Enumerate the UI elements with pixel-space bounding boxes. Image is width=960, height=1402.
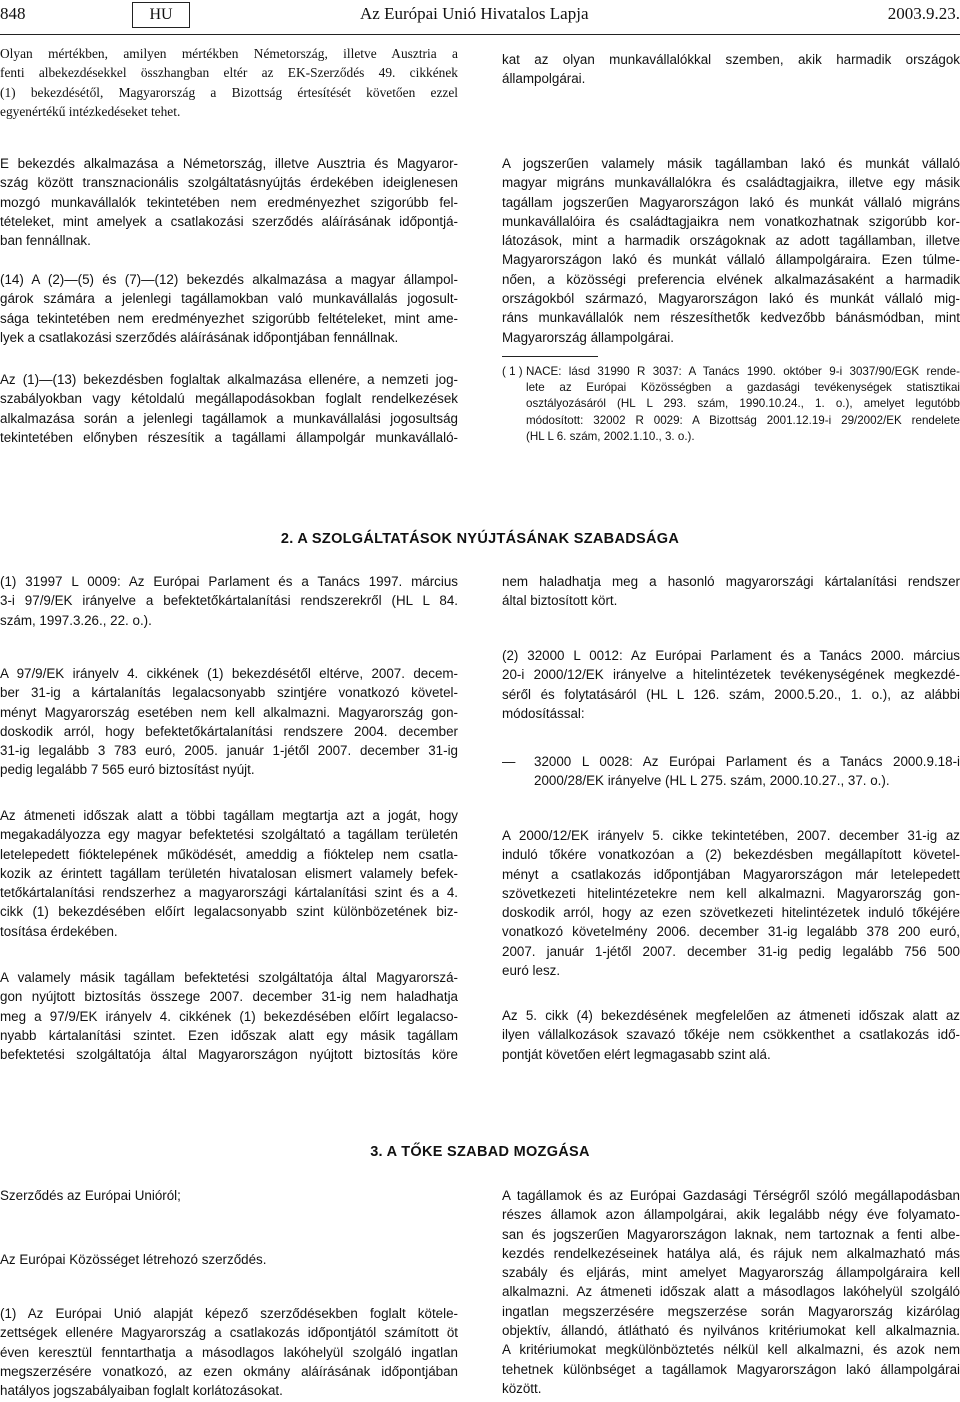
section-2-right-paragraph-4 <box>502 826 960 980</box>
section-2-left-paragraph-2 <box>0 664 458 780</box>
page-number: 848 <box>0 4 26 23</box>
left-paragraph-1 <box>0 154 458 250</box>
text-line: lyek a csatlakozási szerződés aláírásának időpontjában fennállnak. <box>0 329 399 345</box>
text-line: gon nyújtott biztosítás összege 2007. december 31-ig nem haladhatja <box>0 989 458 1005</box>
text-line: doskodik arról, hogy az ezen szövetkezeti hitelintézetek induló tőkéjére <box>502 905 960 921</box>
section-3-left-item-1 <box>0 1304 458 1400</box>
right-paragraph-1 <box>502 154 960 347</box>
section-3-left-line-1 <box>0 1186 458 1205</box>
text-line: doskodik arról, hogy befektetőkártalanítási rendszere 2004. december <box>0 723 458 739</box>
text-line: látozások, mint a harmadik országoknak az adott tagállamban, illetve <box>502 233 960 249</box>
text-line: állampolgárai. <box>502 71 586 87</box>
text-line: hatályos jogszabályaiban foglalt korlátozásokat. <box>0 1383 283 1399</box>
section-2-left-item-1 <box>0 572 458 630</box>
text-line: ményt a csatlakozás időpontjában Magyarországon már letelepedett <box>502 866 960 882</box>
text-line: szág között transznacionális szolgáltatásnyújtás érdekében ideiglenesen <box>0 175 458 191</box>
dash-bullet: — <box>502 754 516 769</box>
text-line: magyar migráns munkavállalókra és családtagjaikra, illetve egy másik <box>502 175 960 191</box>
text-line: Az átmeneti időszak alatt a többi tagállam megtartja azt a jogát, hogy <box>0 808 458 823</box>
text-line: szabályokban vagy kétoldalú megállapodásokban foglalt rendelkezések <box>0 391 458 407</box>
text-line: ráns munkavállalók nem részesíthetők kedvezőbb bánásmódban, mint <box>502 310 960 326</box>
text-line: induló tőkére vonatkozóan a (2) bekezdésben megállapított követel- <box>502 847 960 863</box>
text-line: (1) bekezdésétől, Magyarország a Bizottság értesítését követően ezzel <box>0 84 458 100</box>
text-line: részes államok azon állampolgárai, akik legalább négy éve folyamato- <box>502 1207 960 1223</box>
language-badge: HU <box>132 2 190 28</box>
text-line: kozik az érintett tagállam területén hivatalosan elismert valamely befek- <box>0 865 458 881</box>
text-line: Az (1)—(13) bekezdésben foglaltak alkalmazása ellenére, a nemzeti jog- <box>0 372 458 387</box>
text-line: tetőkártalanítási rendszerhez a magyarországi kártalanítási szint és a 4. <box>0 885 458 901</box>
text-line: 32000 L 0028: Az Európai Parlament és a Tanács 2000.9.18-i <box>534 754 960 769</box>
text-line: (HL L 6. szám, 2002.1.10., 3. o.). <box>526 429 695 443</box>
text-line: 20-i 2000/12/EK irányelve a hitelintézetek tevékenységének megkezdé- <box>502 667 960 683</box>
text-line: Szerződés az Európai Unióról; <box>0 1188 181 1203</box>
text-line: módosítással: <box>502 705 585 721</box>
text-line: tagállam jogszerűen Magyarországon lakó és munkát vállaló migráns <box>502 194 960 210</box>
text-line: tehetnek különbséget a tagállamok Magyarországon lakó állampolgárai <box>502 1361 960 1377</box>
section-2-right-paragraph-5 <box>502 1006 960 1064</box>
text-line: nem haladhatja meg a hasonló magyarországi kártalanítási rendszer <box>502 574 960 589</box>
top-left-paragraph <box>0 44 458 121</box>
text-line: ban fennállnak. <box>0 233 91 249</box>
text-line: séről és folytatásáról (HL L 126. szám, 2000.5.20., 1. o.), az alábbi <box>502 686 960 702</box>
text-line: tosítása érdekében. <box>0 923 118 939</box>
text-line: sága tekintetében nem eredményezhet szigorúbb feltételeket, mint ame- <box>0 310 458 326</box>
text-line: (1) 31997 L 0009: Az Európai Parlament és a Tanács 1997. március <box>0 574 458 589</box>
text-line: alkalmazni. Az átmeneti időszak alatt a másodlagos lakóhelyül szolgáló <box>502 1284 960 1300</box>
text-line: (14) A (2)—(5) és (7)—(12) bekezdés alkalmazása a magyar állampol- <box>0 272 458 287</box>
text-line: éven keresztül fenntarthatja a másodlagos lakóhelyül szolgáló ingatlan <box>0 1344 458 1360</box>
text-line: mozgó munkavállalók tekintetében nem eredményezhet szigorúbb fel- <box>0 194 458 210</box>
dash-item-text <box>534 752 960 791</box>
text-line: tételeket, mint amelyek a csatlakozási szerződés aláírásának időpontjá- <box>0 213 458 229</box>
text-line: Magyarországon lakó és munkát vállaló állampolgáraira. Ezen túlme- <box>502 252 960 268</box>
left-paragraph-3 <box>0 370 458 447</box>
text-line: ber 31-ig a kártalanítás legalacsonyabb szintjére vonatkozó követel- <box>0 685 458 701</box>
footnote-marker: ( 1 ) <box>502 365 523 378</box>
text-line: ilyen vállalkozások szavazó tőkéje nem csökkenthet a csatlakozás idő- <box>502 1027 960 1043</box>
text-line: Az Európai Közösséget létrehozó szerződés. <box>0 1252 267 1267</box>
section-3-left-line-2 <box>0 1250 458 1269</box>
text-line: alkalmazása során a jelenlegi tagállamok a munkavállalási jogosultság <box>0 410 458 426</box>
text-line: vonatkozó követelmény 2006. december 31-ig legalább 378 200 euró, <box>502 924 960 940</box>
text-line: A kritériumokat megkülönböztetés nélkül kell alkalmazni, és azok nem <box>502 1342 960 1358</box>
text-line: 31-ig legalább 3 783 euró, 2005. január 1-jétől 2007. december 31-ig <box>0 743 458 759</box>
text-line: euró lesz. <box>502 963 561 979</box>
text-line: E bekezdés alkalmazása a Németország, illetve Ausztria és Magyaror- <box>0 156 458 171</box>
journal-title: Az Európai Unió Hivatalos Lapja <box>360 4 589 23</box>
text-line: országokból származó, Magyarországon lakó és munkát vállaló mig- <box>502 291 960 307</box>
text-line: san és jogszerűen Magyarországon laknak, nem tartoznak a fenti albe- <box>502 1226 960 1242</box>
text-line: megszerzésére vonatkozó, az ezen okmány aláírásának időpontjában <box>0 1363 458 1379</box>
text-line: kezdés rendelkezéseinek hatálya alá, és rájuk nem alkalmazható más <box>502 1245 960 1261</box>
text-line: Olyan mértékben, amilyen mértékben Németország, illetve Ausztria a <box>0 46 458 61</box>
text-line: tekintetében előnyben részesítik a tagállami állampolgár munkavállaló- <box>0 429 458 445</box>
text-line: (2) 32000 L 0012: Az Európai Parlament és a Tanács 2000. március <box>502 648 960 663</box>
text-line: Magyarország állampolgárai. <box>502 329 674 345</box>
section-2-right-paragraph-1 <box>502 572 960 611</box>
section-2-left-paragraph-3 <box>0 806 458 941</box>
text-line: nően, a közösségi preferencia elvének alkalmazásaként a harmadik <box>502 271 960 287</box>
text-line: gárok számára a jelenlegi tagállamokban való munkavállalás jogosult- <box>0 291 458 307</box>
text-line: pedig legalább 7 565 euró biztosítást nyújt. <box>0 762 255 778</box>
section-2-title: 2. A SZOLGÁLTATÁSOK NYÚJTÁSÁNAK SZABADSÁGA <box>280 531 680 547</box>
text-line: A valamely másik tagállam befektetési szolgáltatója által Magyarorszá- <box>0 970 458 985</box>
text-line: fenti albekezdésekkel összhangban eltér az EK-Szerződés 49. cikkének <box>0 65 458 81</box>
footnote <box>502 364 960 448</box>
section-3-title: 3. A TŐKE SZABAD MOZGÁSA <box>370 1144 590 1160</box>
text-line: osztályozásáról (HL L 293. szám, 1990.10.24., 1. o.), amelyet legutóbb <box>526 397 960 411</box>
text-line: által biztosított kört. <box>502 593 618 609</box>
text-line: pontját követően elért legmagasabb szint alá. <box>502 1046 771 1062</box>
text-line: szabály és eljárás, mint amelyet Magyarország állampolgáraira kell <box>502 1265 960 1281</box>
top-right-paragraph <box>502 50 960 89</box>
text-line: nyabb kártalanítási szintet. Ezen időszak alatt egy másik tagállam <box>0 1027 458 1043</box>
page-header <box>0 0 960 35</box>
footnote-rule <box>502 356 598 357</box>
text-line: ményt Magyarország esetében nem kell alkalmazni. Magyarország gon- <box>0 704 458 720</box>
footnote-text <box>526 364 960 445</box>
text-line: 2000/28/EK irányelve (HL L 275. szám, 2000.10.27., 37. o.). <box>534 773 890 789</box>
text-line: kat az olyan munkavállalókkal szemben, akik harmadik országok <box>502 52 960 67</box>
text-line: ingatlan megszerzésére megszerzése során Magyarország kizárólag <box>502 1303 960 1319</box>
text-line: befektetési szolgáltatója által Magyarországon nyújtott biztosítás köre <box>0 1047 458 1063</box>
text-line: módosított: 32002 R 0029: A Bizottság 2001.12.19-i 29/2002/EK rendelete <box>526 413 960 427</box>
issue-date: 2003.9.23. <box>887 4 960 23</box>
text-line: A 2000/12/EK irányelv 5. cikke tekintetében, 2007. december 31-ig az <box>502 828 960 843</box>
text-line: NACE: lásd 31990 R 3037: A Tanács 1990. október 9-i 3037/90/EGK rende- <box>526 365 960 378</box>
text-line: szövetkezeti hitelintézetekre nem kell alkalmazni. Magyarország gon- <box>502 885 960 901</box>
text-line: A jogszerűen valamely másik tagállamban lakó és munkát vállaló <box>502 156 960 171</box>
section-2-left-paragraph-4 <box>0 968 458 1064</box>
text-line: megakadályozza egy magyar befektetési szolgáltató a tagállam területén <box>0 827 458 843</box>
text-line: 3-i 97/9/EK irányelve a befektetőkártalanítási rendszerekről (HL L 84. <box>0 593 458 609</box>
section-2-right-dash-item <box>502 752 960 792</box>
section-2-right-item-2 <box>502 646 960 723</box>
text-line: cikk (1) bekezdésében előírt legalacsonyabb szint különbözetének biz- <box>0 904 458 920</box>
text-line: zettségek ellenére Magyarország a csatlakozás időpontjától számított öt <box>0 1325 458 1341</box>
text-line: A 97/9/EK irányelv 4. cikkének (1) bekezdésétől eltérve, 2007. decem- <box>0 666 458 681</box>
text-line: között. <box>502 1380 542 1396</box>
text-line: Az 5. cikk (4) bekezdésének megfelelően az átmeneti időszak alatt az <box>502 1008 960 1023</box>
text-line: A tagállamok és az Európai Gazdasági Térségről szóló megállapodásban <box>502 1188 960 1203</box>
text-line: letelepedett fióktelepének működését, ameddig a fióktelep nem csatla- <box>0 846 458 862</box>
text-line: szám, 1997.3.26., 22. o.). <box>0 612 152 628</box>
left-paragraph-2 <box>0 270 458 347</box>
text-line: egyenértékű intézkedéseket tehet. <box>0 103 181 119</box>
text-line: lete az Európai Közösségben a gazdasági tevékenységek statisztikai <box>526 381 960 395</box>
text-line: meg a 97/9/EK irányelv 4. cikkének (1) bekezdésében előírt legalacso- <box>0 1008 458 1024</box>
text-line: 2007. január 1-jétől 2007. december 31-ig pedig legalább 756 500 <box>502 943 960 959</box>
text-line: munkavállalóira és családtagjaikra nem vonatkozhatnak szigorúbb kor- <box>502 213 960 229</box>
text-line: (1) Az Európai Unió alapját képező szerződésekben foglalt kötele- <box>0 1306 458 1321</box>
text-line: objektív, állandó, átlátható és nyilvános kritériumokat kell alkalmaznia. <box>502 1323 960 1339</box>
section-3-right-paragraph-1 <box>502 1186 960 1398</box>
